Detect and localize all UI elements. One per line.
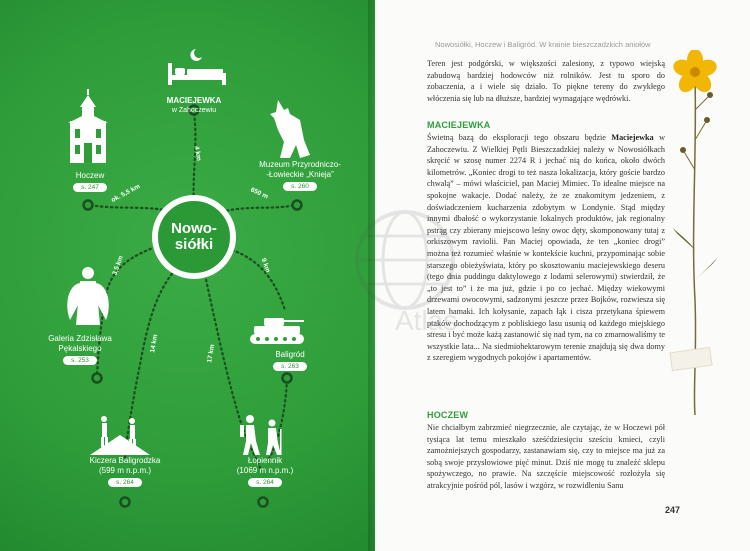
place-sub: w Zahoczewiu	[171, 107, 217, 114]
hub-label-line2: siółki	[174, 236, 214, 253]
distance-lopiennik: 17 km	[206, 343, 217, 364]
distance-baligrod: 9 km	[259, 257, 272, 274]
hub-label-line1: Nowo-	[171, 220, 217, 237]
place-name: Muzeum Przyrodniczo-	[259, 160, 341, 169]
page-number: 247	[665, 505, 681, 515]
intro-paragraph: Teren jest podgórski, w większości zalesiony, z typowo wiejską zabudową bardziej hodowców niż rolników. Jest tu sporo do zobaczenia, a i wiele się działo. To piękne tereny do zwykłego włóczenia się lub na dłuższe, bardziej wymagające wędrówki.	[427, 59, 665, 103]
place-maciejewka	[144, 96, 244, 116]
place-galeria	[30, 334, 130, 365]
section-bold-name: Maciejewka	[611, 133, 654, 142]
node-muzeum	[293, 201, 302, 210]
page-ref: s. 264	[248, 478, 282, 487]
bed-moon-icon	[168, 49, 226, 85]
place-name-2: -Łowieckie „Knieja”	[266, 170, 334, 179]
distance-galeria: 3,5 km	[111, 254, 125, 277]
church-icon	[68, 89, 108, 163]
place-name: Galeria Zdzisława	[48, 334, 112, 343]
node-lopiennik	[259, 498, 268, 507]
node-hoczew	[84, 201, 93, 210]
place-name: Baligród	[275, 350, 305, 359]
pressed-flower-icon	[665, 50, 725, 420]
page-ref: s. 263	[273, 362, 307, 371]
distance-kiczera: 14 km	[149, 333, 160, 354]
place-name-2: Pękalskiego	[58, 344, 102, 353]
wolf-icon	[270, 100, 310, 158]
page-ref: s. 247	[73, 183, 107, 192]
place-name: Łopiennik	[247, 456, 283, 465]
page-ref: s. 260	[283, 182, 317, 191]
place-name: MACIEJEWKA	[166, 96, 222, 105]
place-name: Hoczew	[75, 171, 105, 180]
section-title-maciejewka: MACIEJEWKA	[427, 120, 491, 130]
hub-nowosiolki	[152, 195, 236, 279]
place-name: Kiczera Baligrodzka	[89, 456, 161, 465]
page-ref: s. 253	[63, 356, 97, 365]
place-name-2: (599 m n.p.m.)	[98, 466, 151, 475]
hikers-icon	[240, 415, 282, 455]
node-baligrod	[283, 374, 292, 383]
node-kiczera	[121, 498, 130, 507]
section-body-maciejewka	[427, 132, 665, 364]
section-lead: Świetną bazą do eksploracji tego obszaru będzie	[427, 133, 612, 142]
place-hoczew	[50, 171, 130, 192]
place-lopiennik	[215, 456, 315, 487]
hikers-mountain-icon	[90, 416, 150, 455]
angel-icon	[67, 267, 109, 325]
place-baligrod	[250, 350, 330, 371]
page-ref: s. 264	[108, 478, 142, 487]
book-gutter	[368, 0, 382, 551]
node-galeria	[93, 374, 102, 383]
section-text: w Zahoczewiu. Z Wielkiej Pętli Bieszczadzkiej należy w Nowosiółkach skręcić w szosę numer 2274 R i jechać nią do końca, około dwóch kilometrów. „Koniec drogi to też nasza lokalizacja, który goście bardzo chwalą” – mówi właściciel, pan Maciej Mimiec. To idealne miejsce na spokojne wakacje. Dodać należy, że ze znakomitym jedzeniem, z doświadczeniem kucharzenia zdobytym w Londynie. Stąd między innymi dbałość o wykorzystanie lokalnych produktów, jak regionalny pstrąg czy zbierany miejscowo leśny owoc dęty, skomponowany tutaj z orkiszowym raviolii. Pan Maciej opowiada, że ten „koniec drogi” można też rozumieć właśnie w kontekście kuchni, przypominając sobie starszego obieżyświata, który po skosztowaniu maciejewskiego deseru (tego dnia puddingu daktylowego z lodami selerowymi) stwierdził, że „to jest to” i że ma już, gdzie i po co jechać. Między wiekowymi drzewami owocowymi, sadzonymi jeszcze przez Bojków, rozwiesza się latem hamaki. Ich kołysanie, zapach łąk i cisza przetykana śpiewem ptaków dochodzącym z pobliskiego lasu usunią od każdego miejskiego stresu i być może każą zastanowić się nad tym, na co zmarnowaliśmy te wszystkie lata... Na siedmiohektarowym terenie znajdują się dwa domy z szeregiem wygodnych pokojów i apartamentów.	[427, 133, 665, 363]
tank-icon	[250, 318, 304, 344]
distance-muzeum: 650 m	[249, 186, 270, 201]
right-page-text	[375, 0, 750, 551]
section-title-hoczew: HOCZEW	[427, 410, 469, 420]
distance-hoczew: ok. 5,5 km	[110, 183, 142, 204]
distance-maciejewka: 4 km	[192, 145, 203, 162]
section-body-hoczew: Nie chciałbym zabrzmieć niegrzecznie, ale czytając, że w Hoczewi pół tysiąca lat temu mieszkało sześćdziesięciu sześciu kmieci, czyli zamożniejszych gospodarzy, zastanawiam się, czy to miejsce ma już za sobą swoje przysłowiowe pięć minut. Dziś nie mogę tu znaleźć sklepu spożywczego, no prawie. Na szczęście miejscowość rozłożyła się atrakcyjnie pośród pól, lasów i wzgórz, w rozwidleniu Sanu	[427, 423, 665, 490]
place-name-2: (1069 m n.p.m.)	[236, 466, 294, 475]
route-muzeum	[222, 205, 295, 212]
watermark-text: Atlas	[395, 305, 458, 336]
place-kiczera	[70, 456, 180, 487]
place-muzeum	[245, 160, 355, 191]
running-header: Nowosiółki, Hoczew i Baligród. W krainie bieszczadzkich aniołów	[435, 40, 651, 49]
